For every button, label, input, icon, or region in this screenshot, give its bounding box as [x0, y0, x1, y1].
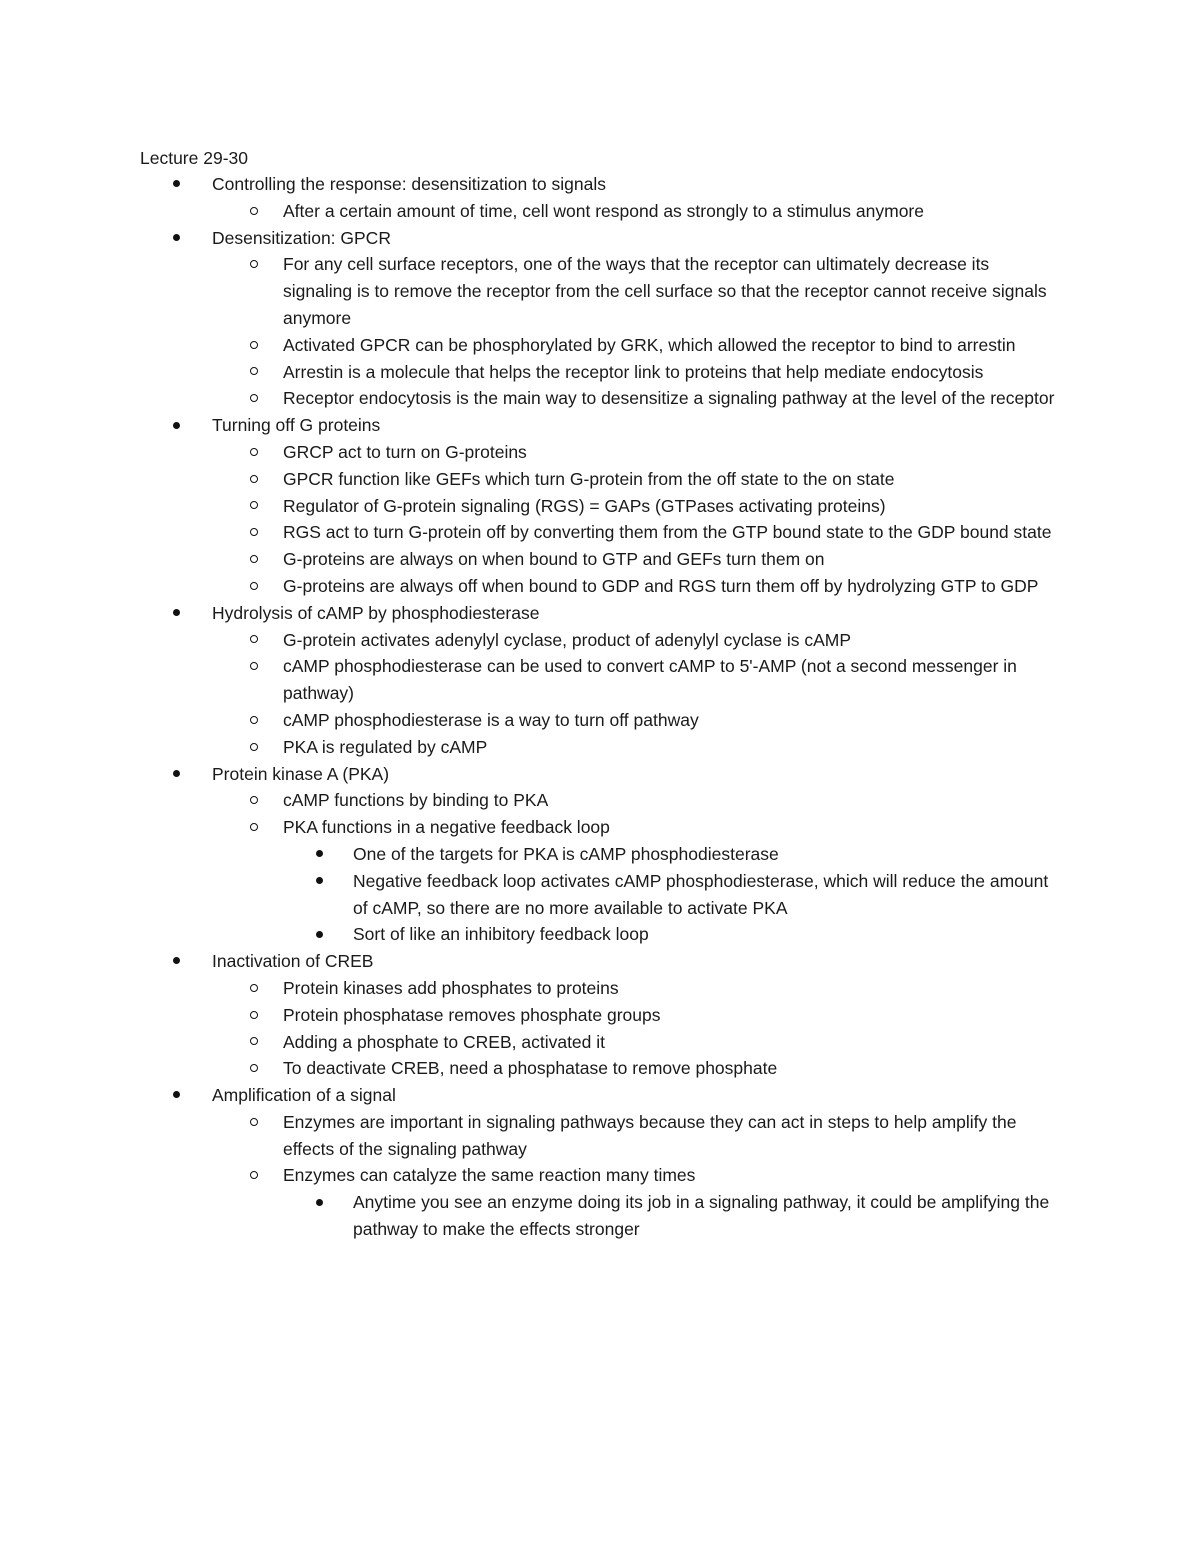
- sub-bullet-text: cAMP phosphodiesterase is a way to turn off pathway: [283, 709, 699, 730]
- bullet-circle-icon: [250, 573, 258, 600]
- bullet-circle-icon: [250, 1002, 258, 1029]
- sub-bullet-text: Protein kinases add phosphates to proteins: [283, 977, 619, 998]
- sub-bullet-text: RGS act to turn G-protein off by converting them from the GTP bound state to the GDP bound state: [283, 522, 1052, 543]
- sub-sub-bullet-text: Negative feedback loop activates cAMP phosphodiesterase, which will reduce the amount of cAMP, so there are no more available to activate PKA: [353, 870, 1049, 918]
- sub-bullet-item: [0, 519, 1062, 546]
- sub-bullet-item: [0, 573, 1062, 600]
- bullet-disc-icon: [316, 1189, 323, 1216]
- sub-bullet-item: [0, 1162, 1062, 1189]
- bullet-disc-icon: [173, 225, 180, 252]
- sub-bullet-item: [0, 1055, 1062, 1082]
- sub-bullet-text: Adding a phosphate to CREB, activated it: [283, 1031, 606, 1052]
- sub-bullet-text: G-proteins are always off when bound to GDP and RGS turn them off by hydrolyzing GTP to GDP: [283, 575, 1039, 596]
- section-heading: Protein kinase A (PKA): [212, 763, 390, 784]
- sub-bullet-item: [0, 546, 1062, 573]
- bullet-circle-icon: [250, 466, 258, 493]
- sub-bullet-item: [0, 814, 1062, 841]
- sub-bullet-text: G-proteins are always on when bound to GTP and GEFs turn them on: [283, 549, 825, 570]
- section-heading: Hydrolysis of cAMP by phosphodiesterase: [212, 602, 540, 623]
- sub-bullet-text: PKA is regulated by cAMP: [283, 736, 488, 757]
- sub-sub-bullet-text: One of the targets for PKA is cAMP phosphodiesterase: [353, 843, 779, 864]
- sub-bullet-item: [0, 332, 1062, 359]
- bullet-disc-icon: [173, 412, 180, 439]
- section-heading: Turning off G proteins: [212, 415, 381, 436]
- bullet-circle-icon: [250, 385, 258, 412]
- bullet-disc-icon: [316, 841, 323, 868]
- sub-bullet-text: Receptor endocytosis is the main way to desensitize a signaling pathway at the level of the receptor: [283, 388, 1055, 409]
- sub-bullet-item: [0, 787, 1062, 814]
- sub-sub-bullet-text: Anytime you see an enzyme doing its job in a signaling pathway, it could be amplifying the pathway to make the effects stronger: [353, 1192, 1050, 1240]
- bullet-circle-icon: [250, 546, 258, 573]
- bullet-circle-icon: [250, 707, 258, 734]
- sub-bullet-item: [0, 653, 1062, 707]
- bullet-circle-icon: [250, 519, 258, 546]
- bullet-disc-icon: [173, 600, 180, 627]
- sub-bullet-text: For any cell surface receptors, one of the ways that the receptor can ultimately decrease its signaling is to remove the receptor from the cell surface so that the receptor cannot receive signals anymore: [283, 254, 1047, 328]
- sub-bullet-text: After a certain amount of time, cell wont respond as strongly to a stimulus anymore: [283, 200, 924, 221]
- sub-sub-bullet-item: [0, 868, 1062, 922]
- sub-bullet-item: [0, 707, 1062, 734]
- bullet-item: [0, 948, 1062, 975]
- bullet-circle-icon: [250, 975, 258, 1002]
- bullet-item: [0, 225, 1062, 252]
- sub-bullet-item: [0, 466, 1062, 493]
- bullet-item: [0, 761, 1062, 788]
- bullet-disc-icon: [316, 868, 323, 895]
- bullet-circle-icon: [250, 439, 258, 466]
- sub-bullet-text: GPCR function like GEFs which turn G-protein from the off state to the on state: [283, 468, 895, 489]
- bullet-disc-icon: [173, 171, 180, 198]
- bullet-circle-icon: [250, 332, 258, 359]
- sub-bullet-item: [0, 439, 1062, 466]
- sub-bullet-text: Activated GPCR can be phosphorylated by GRK, which allowed the receptor to bind to arrestin: [283, 334, 1016, 355]
- sub-bullet-text: Protein phosphatase removes phosphate groups: [283, 1004, 661, 1025]
- sub-bullet-item: [0, 627, 1062, 654]
- section-heading: Desensitization: GPCR: [212, 227, 391, 248]
- bullet-circle-icon: [250, 359, 258, 386]
- sub-sub-bullet-text: Sort of like an inhibitory feedback loop: [353, 924, 649, 945]
- sub-bullet-text: Regulator of G-protein signaling (RGS) = GAPs (GTPases activating proteins): [283, 495, 886, 516]
- bullet-circle-icon: [250, 627, 258, 654]
- sub-sub-bullet-item: [0, 1189, 1062, 1243]
- sub-sub-bullet-item: [0, 921, 1062, 948]
- bullet-disc-icon: [316, 921, 323, 948]
- bullet-item: [0, 600, 1062, 627]
- sub-bullet-item: [0, 251, 1062, 331]
- bullet-disc-icon: [173, 948, 180, 975]
- sub-bullet-text: cAMP functions by binding to PKA: [283, 790, 549, 811]
- sub-bullet-text: Enzymes can catalyze the same reaction many times: [283, 1165, 696, 1186]
- bullet-circle-icon: [250, 814, 258, 841]
- notes-outline: [0, 171, 1200, 1243]
- sub-bullet-text: Enzymes are important in signaling pathways because they can act in steps to help amplify the effects of the signaling pathway: [283, 1111, 1017, 1159]
- sub-bullet-item: [0, 1002, 1062, 1029]
- sub-bullet-item: [0, 975, 1062, 1002]
- sub-bullet-item: [0, 359, 1062, 386]
- sub-bullet-text: G-protein activates adenylyl cyclase, product of adenylyl cyclase is cAMP: [283, 629, 852, 650]
- bullet-disc-icon: [173, 1082, 180, 1109]
- bullet-disc-icon: [173, 761, 180, 788]
- bullet-circle-icon: [250, 493, 258, 520]
- sub-bullet-text: Arrestin is a molecule that helps the receptor link to proteins that help mediate endocytosis: [283, 361, 984, 382]
- bullet-circle-icon: [250, 1055, 258, 1082]
- sub-bullet-text: cAMP phosphodiesterase can be used to convert cAMP to 5'-AMP (not a second messenger in pathway): [283, 656, 1017, 704]
- sub-sub-bullet-item: [0, 841, 1062, 868]
- sub-bullet-item: [0, 734, 1062, 761]
- document-title: Lecture 29-30: [140, 148, 248, 168]
- bullet-item: [0, 1082, 1062, 1109]
- bullet-circle-icon: [250, 251, 258, 278]
- sub-bullet-text: To deactivate CREB, need a phosphatase to remove phosphate: [283, 1058, 778, 1079]
- sub-bullet-item: [0, 1029, 1062, 1056]
- bullet-circle-icon: [250, 787, 258, 814]
- bullet-circle-icon: [250, 1029, 258, 1056]
- sub-bullet-text: PKA functions in a negative feedback loop: [283, 817, 610, 838]
- section-heading: Amplification of a signal: [212, 1085, 396, 1106]
- sub-bullet-item: [0, 198, 1062, 225]
- bullet-item: [0, 171, 1062, 198]
- bullet-circle-icon: [250, 1109, 258, 1136]
- sub-bullet-item: [0, 385, 1062, 412]
- bullet-item: [0, 412, 1062, 439]
- bullet-circle-icon: [250, 1162, 258, 1189]
- sub-bullet-item: [0, 1109, 1062, 1163]
- section-heading: Controlling the response: desensitization to signals: [212, 174, 606, 194]
- sub-bullet-item: [0, 493, 1062, 520]
- bullet-circle-icon: [250, 653, 258, 680]
- bullet-circle-icon: [250, 198, 258, 225]
- sub-bullet-text: GRCP act to turn on G-proteins: [283, 441, 527, 462]
- section-heading: Inactivation of CREB: [212, 951, 374, 972]
- bullet-circle-icon: [250, 734, 258, 761]
